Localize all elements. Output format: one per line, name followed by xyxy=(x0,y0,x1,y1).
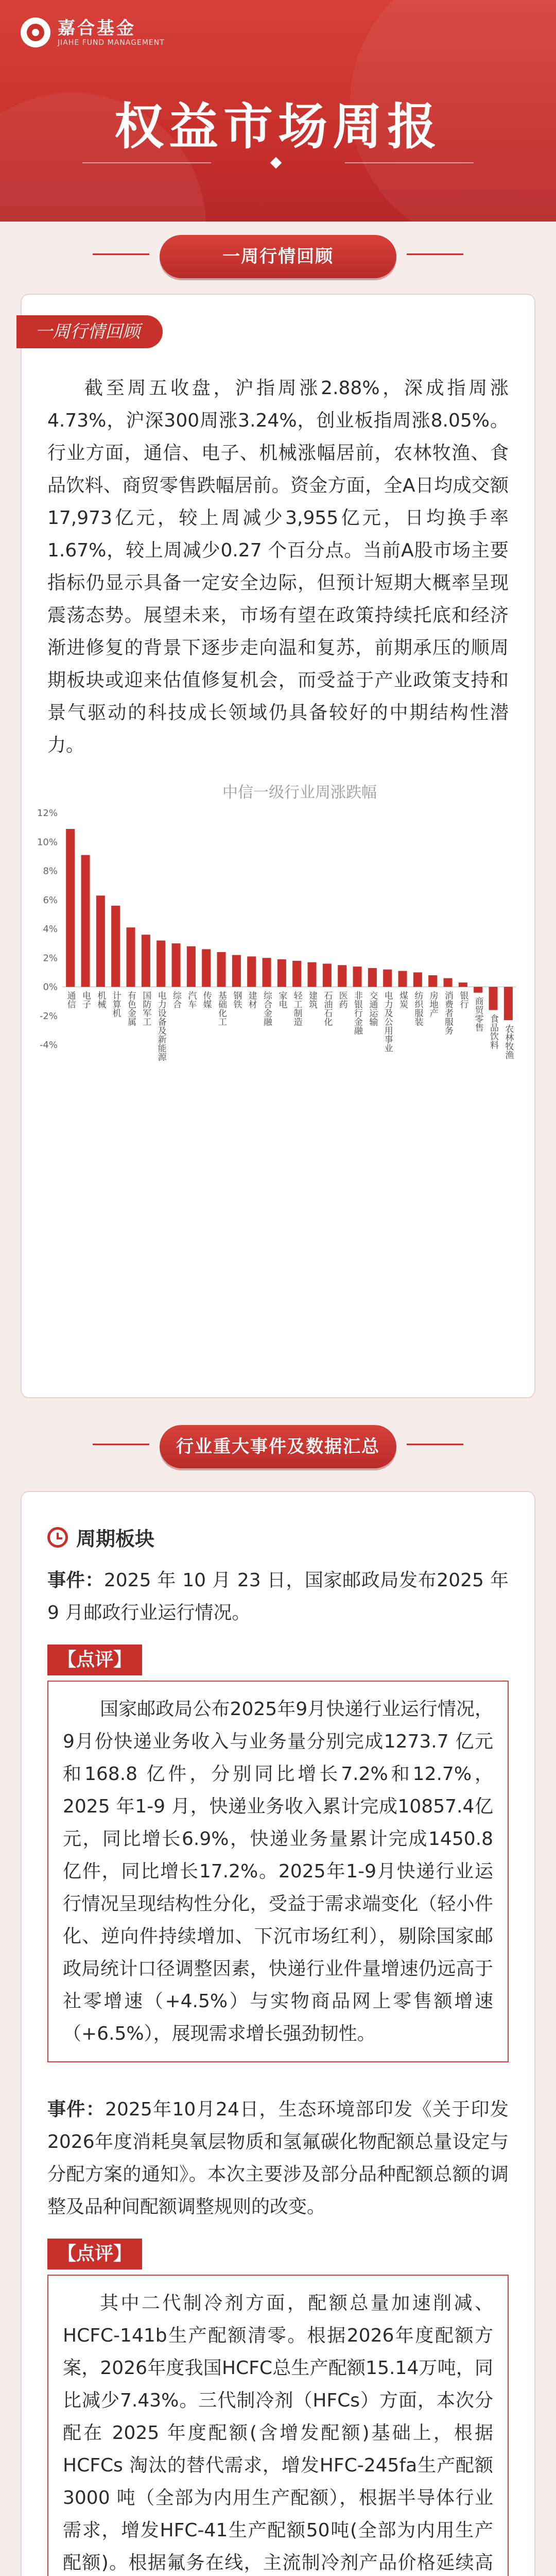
bar-建筑 xyxy=(307,962,316,987)
report-header xyxy=(0,0,556,222)
bar-计算机 xyxy=(111,906,120,987)
x-category-label: 消费者服务 xyxy=(443,991,453,1035)
x-category-label: 综合金融 xyxy=(262,991,272,1026)
section-banner-industry-events: 行业重大事件及数据汇总 xyxy=(160,1425,396,1468)
x-category-label: 医药 xyxy=(337,991,348,1009)
report-title: 权益市场周报 xyxy=(114,98,442,156)
company-logo xyxy=(21,18,165,47)
x-category-label: 计算机 xyxy=(110,991,121,1018)
section-banner-weekly-review: 一周行情回顾 xyxy=(160,235,396,278)
event-label: 事件： xyxy=(47,2099,106,2120)
bar-汽车 xyxy=(187,946,196,987)
y-tick-label: 4% xyxy=(43,924,58,935)
x-category-label: 房地产 xyxy=(427,991,438,1018)
bar-家电 xyxy=(277,959,286,987)
x-category-label: 汽车 xyxy=(186,991,197,1009)
x-category-label: 机械 xyxy=(95,991,106,1009)
bar-chart-svg xyxy=(32,777,524,1380)
comment-tag: 【点评】 xyxy=(47,1645,142,1675)
event-item xyxy=(47,2093,509,2223)
title-divider-left xyxy=(82,162,211,163)
bar-国防军工 xyxy=(142,935,150,987)
y-tick-label: 10% xyxy=(37,837,58,848)
x-category-label: 基础化工 xyxy=(216,991,227,1026)
bar-石油石化 xyxy=(323,964,332,987)
logo-name-en: JIAHE FUND MANAGEMENT xyxy=(58,39,165,47)
x-category-label: 建材 xyxy=(246,991,257,1009)
x-category-label: 电子 xyxy=(80,991,91,1009)
bar-综合 xyxy=(171,943,180,987)
title-diamond-icon xyxy=(270,157,282,169)
x-category-label: 石油石化 xyxy=(322,991,333,1026)
bar-轻工制造 xyxy=(292,961,301,987)
bar-电力设备及新能源 xyxy=(157,941,165,987)
x-category-label: 银行 xyxy=(458,991,468,1009)
bar-食品饮料 xyxy=(489,987,497,1010)
comment-text: 国家邮政局公布2025年9月快递行业运行情况，9月份快递业务收入与业务量分别完成1273.7 亿元和168.8 亿件，分别同比增长7.2%和12.7%，2025 年1-9 月，快递业务收入累计完成10857.4亿元，同比增长6.9%，快递业务量累计完成1450.8 亿件，同比增长17.2%。2025年1-9月快递行业运行情况呈现结构性分化，受益于需求端变化（轻小件化、逆向件持续增加、下沉市场红利），剔除国家邮政局统计口径调整因素，快递行业件量增速仍远高于社零增速（+4.5%）与实物商品网上零售额增速（+6.5%），展现需求增长强劲韧性。 xyxy=(63,1699,493,2044)
bar-钢铁 xyxy=(232,955,241,987)
x-category-label: 钢铁 xyxy=(231,991,242,1009)
bar-银行 xyxy=(459,982,467,987)
x-category-label: 国防军工 xyxy=(141,991,151,1026)
bar-煤炭 xyxy=(398,971,407,987)
y-tick-label: 8% xyxy=(43,866,58,877)
industry-events-card xyxy=(21,1491,535,2576)
bar-房地产 xyxy=(428,975,437,987)
x-category-label: 非银行金融 xyxy=(352,991,362,1035)
industry-return-chart xyxy=(32,777,524,1380)
bar-非银行金融 xyxy=(353,967,361,987)
bar-通信 xyxy=(66,829,75,987)
weekly-review-card xyxy=(21,294,535,1398)
x-category-label: 食品饮料 xyxy=(488,1014,498,1049)
bar-农林牧渔 xyxy=(504,987,513,1021)
x-category-label: 传媒 xyxy=(201,991,212,1009)
bar-电子 xyxy=(81,855,90,987)
bar-医药 xyxy=(338,965,346,987)
event-text: 2025 年 10 月 23 日，国家邮政局发布2025 年9 月邮政行业运行情况。 xyxy=(47,1570,509,1623)
x-category-label: 综合 xyxy=(171,991,181,1009)
comment-text: 其中二代制冷剂方面，配额总量加速削减、HCFC-141b生产配额清零。根据2026年度配额方案，2026年度我国HCFC总生产配额15.14万吨，同比减少7.43%。三代制冷剂（HFCs）方面，本次分配在 2025 年度配额(含增发配额)基础上，根据HCFCs 淘汰的替代需求，增发HFC-245fa生产配额3000 吨（全部为内用生产配额），根据半导体行业需求，增发HFC-41生产配额50吨(全部为内用生产配额)。根据氟务在线，主流制冷剂产品价格延续高 xyxy=(63,2293,493,2573)
x-category-label: 轻工制造 xyxy=(291,991,302,1026)
bar-纺织服装 xyxy=(413,972,422,987)
comment-box xyxy=(47,2275,509,2576)
x-category-label: 电力及公用事业 xyxy=(382,991,393,1053)
bar-基础化工 xyxy=(217,952,225,987)
x-category-label: 农林牧渔 xyxy=(503,1024,514,1060)
x-category-label: 交通运输 xyxy=(367,991,378,1026)
event-text: 2025年10月24日，生态环境部印发《关于印发2026年度消耗臭氧层物质和氢氟碳化物配额总量设定与分配方案的通知》。本次主要涉及部分品种配额总额的调整及品种间配额调整规则的改变。 xyxy=(47,2099,509,2217)
logo-name-cn: 嘉合基金 xyxy=(58,18,136,39)
y-tick-label: 6% xyxy=(43,894,58,906)
x-category-label: 商贸零售 xyxy=(473,996,483,1032)
bar-传媒 xyxy=(202,949,211,987)
comment-box xyxy=(47,1681,509,2062)
x-category-label: 纺织服装 xyxy=(412,991,423,1026)
bar-电力及公用事业 xyxy=(383,970,392,987)
event-label: 事件： xyxy=(47,1570,104,1591)
x-category-label: 家电 xyxy=(276,991,287,1009)
logo-icon xyxy=(21,18,50,47)
title-divider-right xyxy=(345,162,474,163)
comment-tag: 【点评】 xyxy=(47,2239,142,2269)
cycle-sector-heading-label: 周期板块 xyxy=(76,1528,155,1550)
bar-消费者服务 xyxy=(443,978,452,987)
bar-建材 xyxy=(247,956,256,987)
bar-交通运输 xyxy=(368,968,377,987)
bar-综合金融 xyxy=(262,958,271,987)
cycle-sector-heading xyxy=(47,1523,154,1551)
bar-商贸零售 xyxy=(474,987,482,993)
card-tab-weekly-review: 一周行情回顾 xyxy=(16,315,163,348)
chart-title: 中信一级行业周涨跌幅 xyxy=(222,784,377,802)
y-tick-label: 2% xyxy=(43,953,58,964)
x-category-label: 建筑 xyxy=(307,991,317,1009)
bar-有色金属 xyxy=(126,927,135,987)
x-category-label: 通信 xyxy=(65,991,76,1009)
x-category-label: 煤炭 xyxy=(397,991,408,1009)
clock-icon xyxy=(47,1527,68,1548)
y-tick-label: -2% xyxy=(39,1010,58,1022)
x-category-label: 电力设备及新能源 xyxy=(155,991,166,1061)
event-item xyxy=(47,1564,509,1629)
y-tick-label: 12% xyxy=(37,808,58,819)
y-tick-label: -4% xyxy=(39,1040,58,1050)
bar-机械 xyxy=(96,895,105,987)
y-tick-label: 0% xyxy=(43,981,58,993)
market-summary-paragraph: 截至周五收盘，沪指周涨2.88%，深成指周涨4.73%，沪深300周涨3.24%，创业板指周涨8.05%。行业方面，通信、电子、机械涨幅居前，农林牧渔、食品饮料、商贸零售跌幅居前。资金方面，全A日均成交额17,973亿元，较上周减少3,955亿元，日均换手率1.67%，较上周减少0.27 个百分点。当前A股市场主要指标仍显示具备一定安全边际，但预计短期大概率呈现震荡态势。展望未来，市场有望在政策持续托底和经济渐进修复的背景下逐步走向温和复苏，前期承压的顺周期板块或迎来估值修复机会，而受益于产业政策支持和景气驱动的科技成长领域仍具备较好的中期结构性潜力。 xyxy=(47,378,509,756)
x-category-label: 有色金属 xyxy=(126,991,136,1026)
